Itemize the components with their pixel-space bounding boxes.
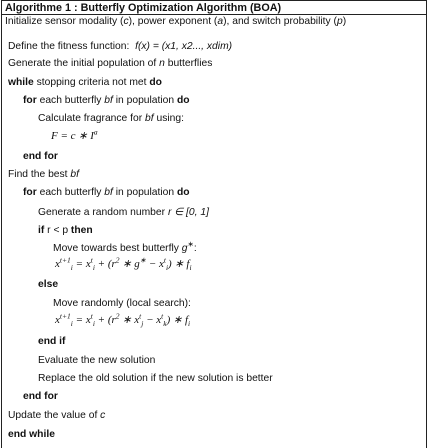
calc-text-1: Calculate fragrance for <box>38 113 146 124</box>
var-bf: bf <box>104 95 113 106</box>
fitness-line <box>8 40 232 53</box>
end-for-line-1: end for <box>23 151 58 162</box>
random-text: Generate a random number <box>38 207 168 218</box>
eq-symbol: ∗ x <box>119 314 140 326</box>
do-keyword: do <box>177 187 190 198</box>
var-a: a <box>217 16 224 27</box>
eq-symbol: i <box>189 263 192 273</box>
if-condition: r < p <box>44 225 71 236</box>
for-text-1: each butterfly <box>36 187 105 198</box>
eq-symbol: i <box>92 319 95 329</box>
end-while-line: end while <box>8 429 55 440</box>
find-text: Find the best <box>8 169 71 180</box>
eq-symbol: = <box>72 314 86 326</box>
for-line-2 <box>23 186 190 199</box>
algorithm-label: Algorithme 1 <box>5 1 71 14</box>
algorithm-title: Butterfly Optimization Algorithm (BOA) <box>80 1 282 14</box>
generate-line <box>8 57 212 70</box>
move-best-line <box>53 239 197 255</box>
evaluate-line: Evaluate the new solution <box>38 355 156 366</box>
eq-symbol: i <box>188 319 191 329</box>
for-text-1: each butterfly <box>36 95 105 106</box>
eq-symbol: t <box>163 255 166 265</box>
eq-symbol: j <box>141 319 144 329</box>
do-keyword: do <box>149 77 162 88</box>
eq-symbol: t <box>161 311 164 321</box>
global-search-equation <box>55 255 192 273</box>
init-text-3: ), and switch probability ( <box>223 16 337 27</box>
end-if-line: end if <box>38 336 66 347</box>
eq-symbol: = <box>72 258 86 270</box>
eq-symbol: F <box>51 130 58 142</box>
init-line <box>5 15 346 28</box>
while-condition: stopping criteria not met <box>33 77 150 88</box>
move-random-line: Move randomly (local search): <box>53 298 191 309</box>
fitness-label: Define the fitness function: <box>8 41 130 52</box>
var-bf: bf <box>70 169 79 180</box>
eq-symbol: t <box>139 311 142 321</box>
eq-symbol: x <box>85 314 91 326</box>
init-text-1: Initialize sensor modality ( <box>5 16 124 27</box>
end-for-line-2: end for <box>23 391 58 402</box>
move-best-colon: : <box>193 243 197 254</box>
algorithm-header <box>2 0 426 15</box>
else-line: else <box>38 279 59 290</box>
eq-symbol: = c ∗ I <box>57 130 94 142</box>
algorithm-separator: : <box>74 1 78 14</box>
fitness-expression: f(x) = (x1, x2..., xdim) <box>135 41 233 52</box>
star-superscript: ∗ <box>187 239 194 249</box>
eq-symbol: t <box>90 255 93 265</box>
eq-symbol: i <box>165 263 169 273</box>
if-keyword: if <box>38 225 45 236</box>
eq-symbol: + (r <box>94 314 116 326</box>
for-line-1 <box>23 94 190 107</box>
eq-symbol: ) ∗ f <box>166 314 189 326</box>
calc-text-2: using: <box>153 113 184 124</box>
eq-symbol: t+1 <box>59 311 71 321</box>
eq-symbol: ∗ <box>139 255 147 265</box>
var-c: c <box>100 410 106 421</box>
eq-symbol: 2 <box>115 255 120 265</box>
calc-fragrance-line <box>38 112 184 125</box>
var-p: p <box>336 16 343 27</box>
then-keyword: then <box>70 225 93 236</box>
var-n: n <box>159 58 165 69</box>
eq-symbol: x <box>55 314 60 326</box>
eq-symbol: k <box>163 319 167 329</box>
generate-text-2: butterflies <box>164 58 213 69</box>
for-text-2: in population <box>112 95 177 106</box>
eq-symbol: − x <box>146 258 164 270</box>
eq-symbol: i <box>92 263 95 273</box>
eq-symbol: ∗ g <box>119 258 140 270</box>
init-text-4: ) <box>342 16 347 27</box>
update-line <box>8 409 105 422</box>
for-text-2: in population <box>112 187 177 198</box>
var-bf: bf <box>104 187 113 198</box>
eq-symbol: t <box>90 311 93 321</box>
algorithm-box <box>1 0 427 448</box>
generate-text-1: Generate the initial population of <box>8 58 160 69</box>
eq-symbol: + (r <box>94 258 116 270</box>
eq-symbol: i <box>70 319 73 329</box>
while-line <box>8 76 162 89</box>
eq-symbol: x <box>85 258 91 270</box>
eq-symbol: a <box>93 127 98 137</box>
for-keyword: for <box>23 95 37 106</box>
for-keyword: for <box>23 187 37 198</box>
local-search-equation <box>55 311 191 329</box>
random-line <box>38 206 209 219</box>
move-best-text: Move towards best butterfly <box>53 243 182 254</box>
replace-line: Replace the old solution if the new solution is better <box>38 373 273 384</box>
if-line <box>38 224 93 237</box>
update-text: Update the value of <box>8 410 101 421</box>
var-c: c <box>123 16 129 27</box>
find-best-line <box>8 168 79 181</box>
fragrance-equation <box>51 127 98 143</box>
var-g: g <box>181 243 188 254</box>
var-bf: bf <box>145 113 154 124</box>
random-expression: r ∈ [0, 1] <box>167 207 209 218</box>
do-keyword: do <box>177 95 190 106</box>
eq-symbol: t+1 <box>59 255 71 265</box>
while-keyword: while <box>8 77 34 88</box>
eq-symbol: − x <box>143 314 162 326</box>
eq-symbol: ) ∗ f <box>168 258 190 270</box>
eq-symbol: 2 <box>115 311 120 321</box>
init-text-2: ), power exponent ( <box>128 16 218 27</box>
eq-symbol: i <box>70 263 73 273</box>
eq-symbol: x <box>55 258 60 270</box>
